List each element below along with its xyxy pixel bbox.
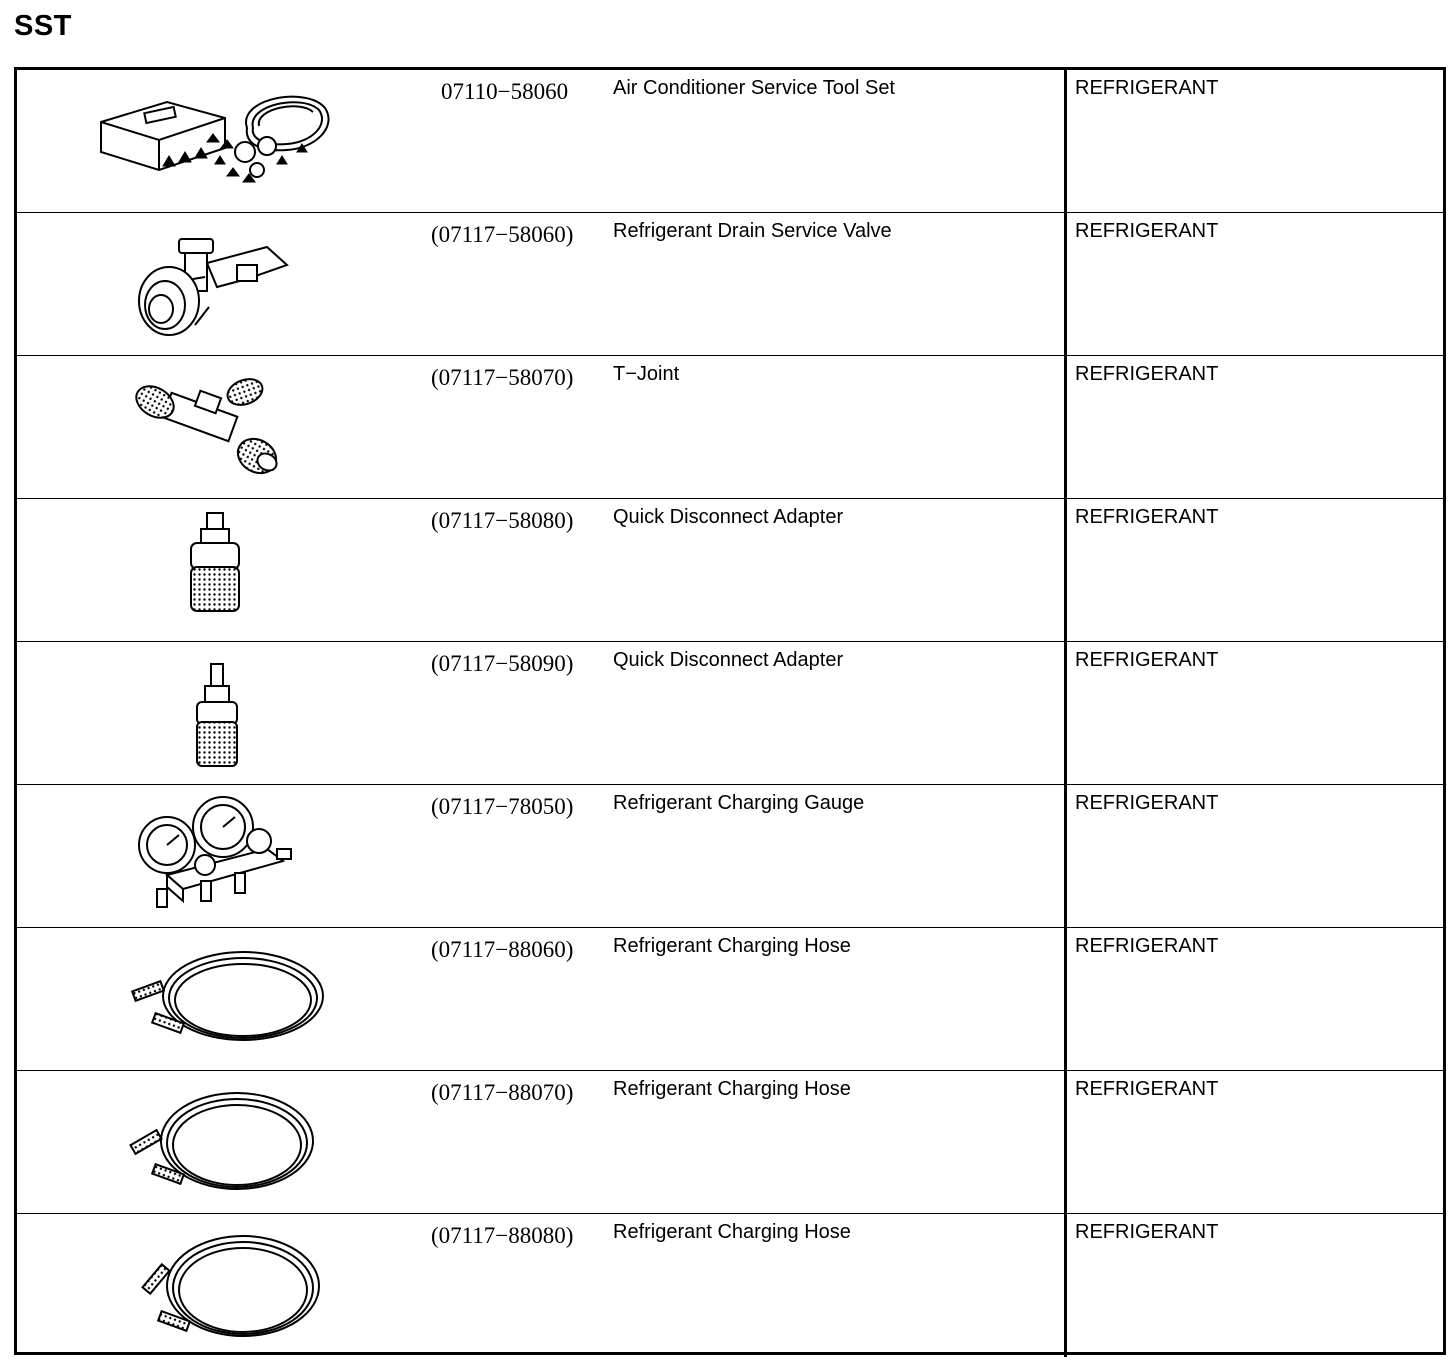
t-joint-icon [97,364,337,490]
part-number: 07110−58060 [441,79,569,104]
category-label: REFRIGERANT [1075,649,1219,671]
column-divider [1064,785,1067,927]
quick-disconnect-adapter-icon [97,507,337,633]
table-row [17,642,1443,785]
category-label: REFRIGERANT [1075,220,1219,242]
table-row [17,213,1443,356]
category-label: REFRIGERANT [1075,792,1219,814]
charging-gauge-icon [97,793,337,919]
column-divider [1064,70,1067,212]
part-number: (07117−78050) [431,794,574,819]
category-label: REFRIGERANT [1075,1221,1219,1243]
part-number: (07117−58070) [431,365,574,390]
table-row [17,499,1443,642]
drain-service-valve-icon [97,221,337,347]
charging-hose-icon [97,1079,337,1205]
part-number: (07117−58090) [431,651,574,676]
charging-hose-icon [97,1222,337,1348]
table-row [17,1071,1443,1214]
tool-name: Refrigerant Charging Hose [613,935,851,957]
tool-name: Air Conditioner Service Tool Set [613,77,895,99]
column-divider [1064,1214,1067,1357]
quick-disconnect-adapter-icon [97,650,337,776]
category-label: REFRIGERANT [1075,506,1219,528]
service-tool-set-icon [97,78,337,204]
table-row [17,1214,1443,1357]
column-divider [1064,928,1067,1070]
category-label: REFRIGERANT [1075,1078,1219,1100]
category-label: REFRIGERANT [1075,363,1219,385]
column-divider [1064,1071,1067,1213]
page-title: SST [14,10,72,42]
column-divider [1064,642,1067,784]
sst-table [14,67,1446,1355]
tool-name: Refrigerant Drain Service Valve [613,220,892,242]
part-number: (07117−58060) [431,222,574,247]
table-row [17,928,1443,1071]
category-label: REFRIGERANT [1075,77,1219,99]
tool-name: T−Joint [613,363,680,385]
tool-name: Refrigerant Charging Hose [613,1221,851,1243]
part-number: (07117−88070) [431,1080,574,1105]
part-number: (07117−88060) [431,937,574,962]
tool-name: Quick Disconnect Adapter [613,649,844,671]
table-row [17,356,1443,499]
tool-name: Refrigerant Charging Hose [613,1078,851,1100]
table-row [17,70,1443,213]
tool-name: Quick Disconnect Adapter [613,506,844,528]
category-label: REFRIGERANT [1075,935,1219,957]
column-divider [1064,213,1067,355]
charging-hose-icon [97,936,337,1062]
part-number: (07117−88080) [431,1223,574,1248]
column-divider [1064,499,1067,641]
tool-name: Refrigerant Charging Gauge [613,792,865,814]
table-row [17,785,1443,928]
part-number: (07117−58080) [431,508,574,533]
column-divider [1064,356,1067,498]
